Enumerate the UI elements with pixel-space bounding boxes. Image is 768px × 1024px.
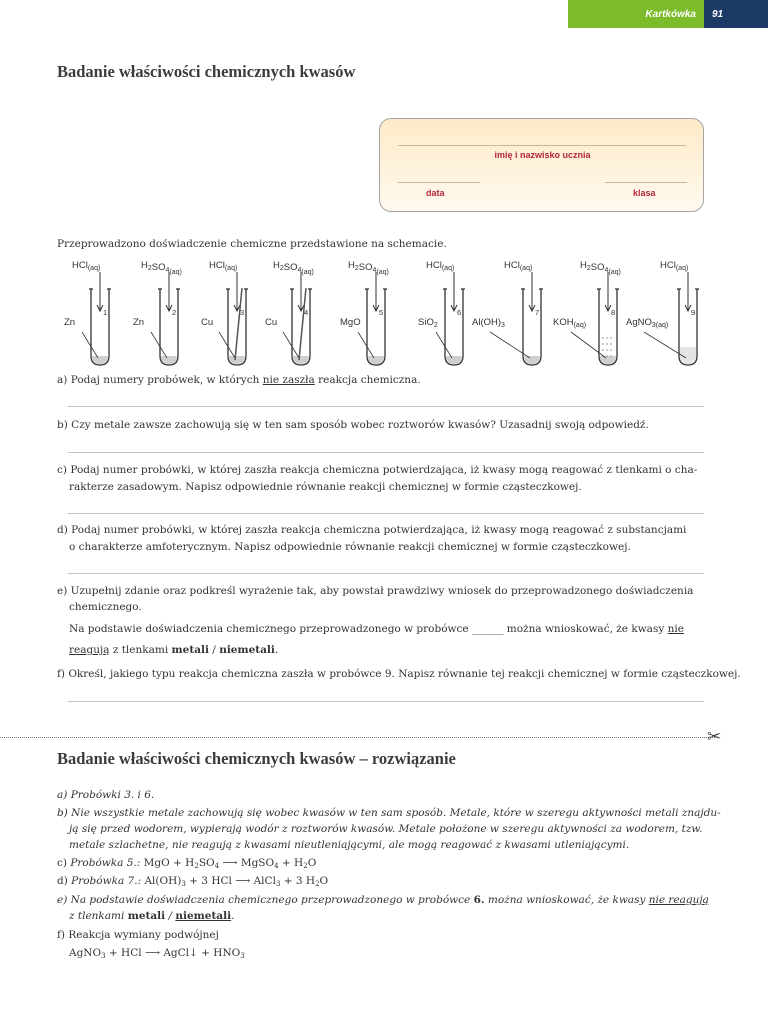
tube-number: 3 <box>240 308 245 317</box>
tube-reagent-label: HCl$_{(aq)}$ <box>72 260 101 272</box>
class-line[interactable] <box>605 182 687 183</box>
name-label: imię i nazwisko ucznia <box>494 150 591 160</box>
tube-substance-label: $KOH_{(aq)}$ <box>553 317 587 329</box>
answer-line-a[interactable] <box>68 406 704 407</box>
answer-line-d[interactable] <box>68 573 704 574</box>
answer-line-b[interactable] <box>68 452 704 453</box>
answer-line-f[interactable] <box>68 701 704 702</box>
pointer-line <box>490 332 530 358</box>
question-d-line1: d) Podaj numer probówki, w której zaszła reakcja chemiczna potwierdzająca, iż kwasy mogą reagować z substancjami <box>57 524 687 536</box>
question-d-line2: o charakterze amfoterycznym. Napisz odpowiednie równanie reakcji chemicznej w formie cząsteczkowej. <box>69 541 631 553</box>
tube-number: 9 <box>691 308 696 317</box>
tube-contents <box>229 356 245 364</box>
tube-contents <box>161 356 177 364</box>
tube-reagent-label: HCl$_{(aq)}$ <box>209 260 238 272</box>
question-e-line1: e) Uzupełnij zdanie oraz podkreśl wyrażenie tak, aby powstał prawdziwy wniosek do przeprowadzonego doświadczenia <box>57 585 694 597</box>
answer-f-line1: f) Reakcja wymiany podwójnej <box>57 929 219 941</box>
question-c-line1: c) Podaj numer probówki, w której zaszła reakcja chemiczna potwierdzająca, iż kwasy mogą reagować z tlenkami o cha- <box>57 464 698 476</box>
tube-reagent-label: HCl$_{(aq)}$ <box>660 260 689 272</box>
question-e-line3: Na podstawie doświadczenia chemicznego przeprowadzonego w probówce ______ można wnioskować, że kwasy nie <box>69 623 684 635</box>
answer-b-line2: ją się przed wodorem, wypierają wodór z roztworów kwasów. Metale położone w szeregu aktywności za wodorem, tzw. <box>69 823 703 835</box>
question-f: f) Określ, jakiego typu reakcja chemiczna zaszła w probówce 9. Napisz równanie tej reakcji chemicznej w formie cząsteczkowej. <box>57 668 741 680</box>
class-label: klasa <box>633 188 656 198</box>
answer-a: a) Probówki 3. i 6. <box>57 789 155 801</box>
solution-title: Badanie właściwości chemicznych kwasów – rozwiązanie <box>57 749 456 768</box>
tube-contents <box>600 356 616 364</box>
answer-c: c) Probówka 5.: MgO + $H_2SO_4$ ⟶ MgSO$_4$ + $H_2O$ <box>57 857 317 870</box>
tube-number: 8 <box>611 308 616 317</box>
answer-d-equation: $Al(OH)_3 + 3$ HCl ⟶ AlCl$_3$ + 3 $H_2O$ <box>144 875 329 888</box>
tube-substance-label: Zn <box>133 317 145 328</box>
page-title: Badanie właściwości chemicznych kwasów <box>57 62 356 81</box>
copper-wire <box>299 288 309 360</box>
tube-reagent-label: HCl$_{(aq)}$ <box>504 260 533 272</box>
tube-substance-label: Cu <box>201 317 214 328</box>
tube-number: 4 <box>304 308 309 317</box>
pointer-line <box>219 332 235 358</box>
tube-contents <box>524 356 540 364</box>
tube-substance-label: Zn <box>64 317 76 328</box>
copper-wire <box>235 288 245 360</box>
tube-reagent-label: $H_2SO_{4(aq)}$ <box>580 260 621 276</box>
pointer-line <box>283 332 299 358</box>
intro-text: Przeprowadzono doświadczenie chemiczne przedstawione na schemacie. <box>57 238 447 250</box>
tube-substance-label: MgO <box>340 317 361 328</box>
tube-contents <box>368 356 384 364</box>
tube-contents <box>293 356 309 364</box>
answer-line-c[interactable] <box>68 513 704 514</box>
tube-substance-label: Cu <box>265 317 278 328</box>
tube-number: 1 <box>103 308 108 317</box>
tube-substance-label: $Al(OH)_3$ <box>472 317 505 329</box>
page-number: 91 <box>704 0 768 28</box>
answer-e-line2: z tlenkami metali / niemetali. <box>69 910 235 922</box>
question-e-line4: reagują z tlenkami metali / niemetali. <box>69 644 279 656</box>
tube-number: 5 <box>379 308 384 317</box>
answer-d: d) Probówka 7.: $Al(OH)_3 + 3$ HCl ⟶ AlCl$_3$ + 3 $H_2O$ <box>57 875 329 888</box>
question-e-line2: chemicznego. <box>69 601 142 613</box>
tube-number: 7 <box>535 308 540 317</box>
scissors-icon: ✂ <box>707 727 722 747</box>
pointer-line <box>82 332 98 358</box>
cut-line <box>0 737 715 738</box>
tube-reagent-label: $H_2SO_{4(aq)}$ <box>348 260 389 276</box>
question-b: b) Czy metale zawsze zachowują się w ten sam sposób wobec roztworów kwasów? Uzasadnij swoją odpowiedź. <box>57 419 649 431</box>
answer-b-line3: metale szlachetne, nie reagują z kwasami nieutleniającymi, ale mogą reagować z kwasami utleniającymi. <box>69 839 630 851</box>
tube-reagent-label: $H_2SO_{4(aq)}$ <box>141 260 182 276</box>
name-line[interactable] <box>398 145 686 146</box>
tube-substance-label: SiO$_2$ <box>418 317 438 329</box>
pointer-line <box>644 332 686 358</box>
tube-number: 2 <box>172 308 177 317</box>
student-info-box <box>379 118 704 212</box>
answer-b-line1: b) Nie wszystkie metale zachowują się wobec kwasów w ten sam sposób. Metale, które w szeregu aktywności metali znajdu- <box>57 807 721 819</box>
pointer-line <box>571 332 606 358</box>
answer-e-line1: e) Na podstawie doświadczenia chemicznego przeprowadzonego w probówce 6. można wnioskować, że kwasy nie reagują <box>57 894 709 906</box>
date-line[interactable] <box>398 182 480 183</box>
tube-reagent-label: $H_2SO_{4(aq)}$ <box>273 260 314 276</box>
question-a: a) Podaj numery probówek, w których nie zaszła reakcja chemiczna. <box>57 374 421 386</box>
question-c-line2: rakterze zasadowym. Napisz odpowiednie równanie reakcji chemicznej w formie cząsteczkowej. <box>69 481 582 493</box>
answer-f-equation: AgNO$_3$ + HCl ⟶ AgCl↓ + $HNO_3$ <box>69 947 245 960</box>
pointer-line <box>436 332 452 358</box>
date-label: data <box>426 188 445 198</box>
pointer-line <box>358 332 374 358</box>
page-header <box>568 0 768 28</box>
section-tab: Kartkówka <box>568 0 704 28</box>
tube-number: 6 <box>457 308 462 317</box>
tube-contents <box>92 356 108 364</box>
test-tubes-diagram <box>56 252 716 372</box>
tube-reagent-label: HCl$_{(aq)}$ <box>426 260 455 272</box>
tube-substance-label: AgNO$_{3(aq)}$ <box>626 317 669 329</box>
pointer-line <box>151 332 167 358</box>
tube-contents <box>446 356 462 364</box>
answer-c-equation: MgO + $H_2SO_4$ ⟶ MgSO$_4$ + $H_2O$ <box>143 857 317 870</box>
